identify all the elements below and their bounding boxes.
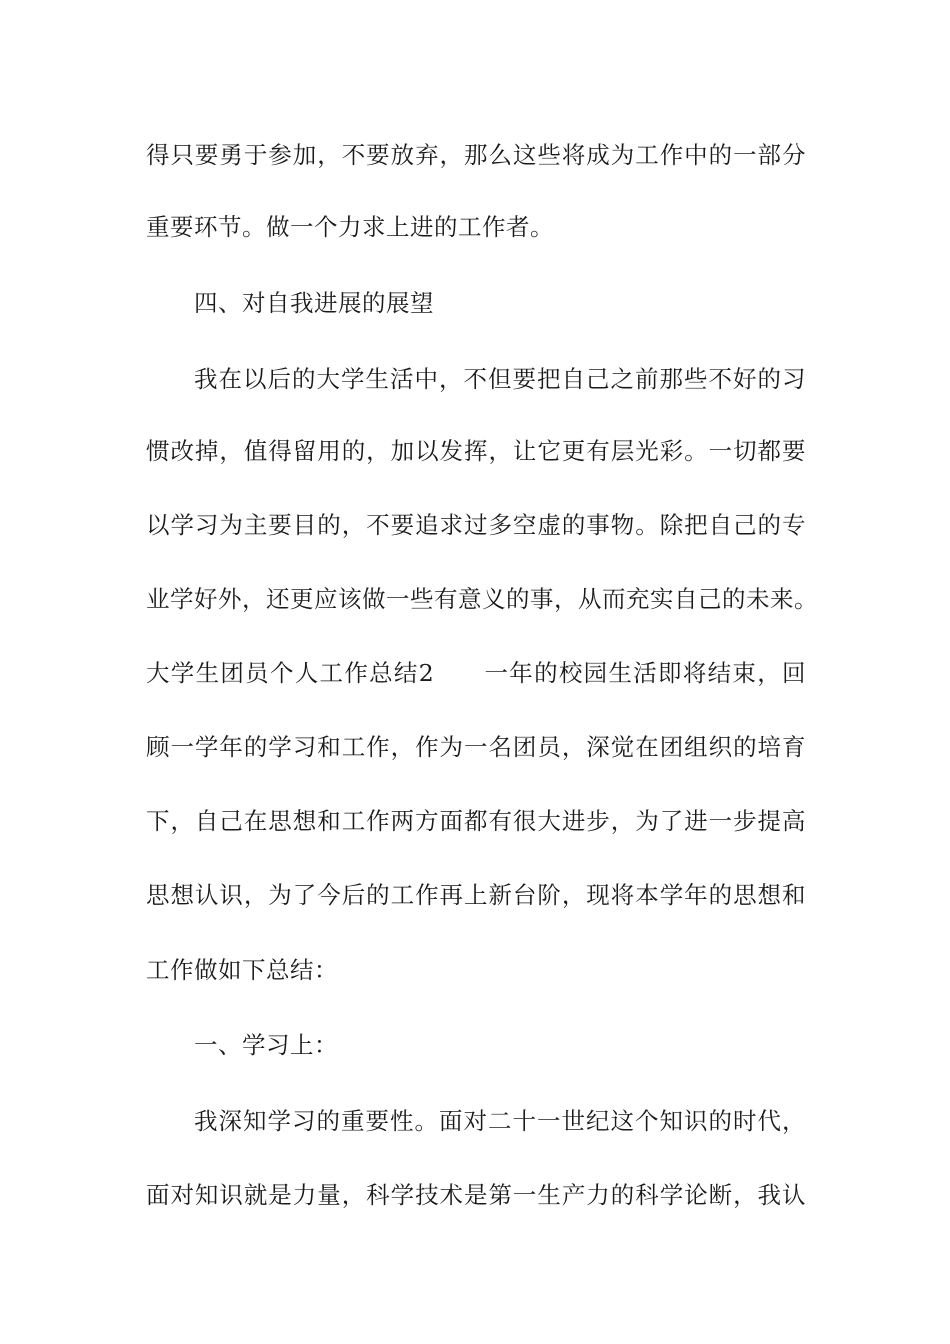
text-line-4: 我在以后的大学生活中，不但要把自己之前那些不好的习 [194,365,806,393]
text-line-15: 面对知识就是力量，科学技术是第一生产力的科学论断，我认 [146,1181,806,1209]
section-heading-4: 四、对自我进展的展望 [194,289,434,317]
text-line-5: 惯改掉，值得留用的，加以发挥，让它更有层光彩。一切都要 [146,437,806,465]
text-line-11: 思想认识，为了今后的工作再上新台阶，现将本学年的思想和 [146,881,806,909]
text-line-9: 顾一学年的学习和工作，作为一名团员，深觉在团组织的培育 [146,733,806,761]
text-line-10: 下，自己在思想和工作两方面都有很大进步，为了进一步提高 [146,807,806,835]
text-line-1: 得只要勇于参加，不要放弃，那么这些将成为工作中的一部分 [146,141,806,169]
text-line-12: 工作做如下总结： [146,956,338,984]
text-line-8: 大学生团员个人工作总结2 一年的校园生活即将结束，回 [146,659,806,687]
text-line-14: 我深知学习的重要性。面对二十一世纪这个知识的时代， [194,1107,806,1135]
text-line-7: 业学好外，还更应该做一些有意义的事，从而充实自己的未来。 [146,585,818,613]
text-line-2: 重要环节。做一个力求上进的工作者。 [146,213,554,241]
text-line-6: 以学习为主要目的，不要追求过多空虚的事物。除把自己的专 [146,511,806,539]
section-heading-1: 一、学习上： [194,1031,338,1059]
